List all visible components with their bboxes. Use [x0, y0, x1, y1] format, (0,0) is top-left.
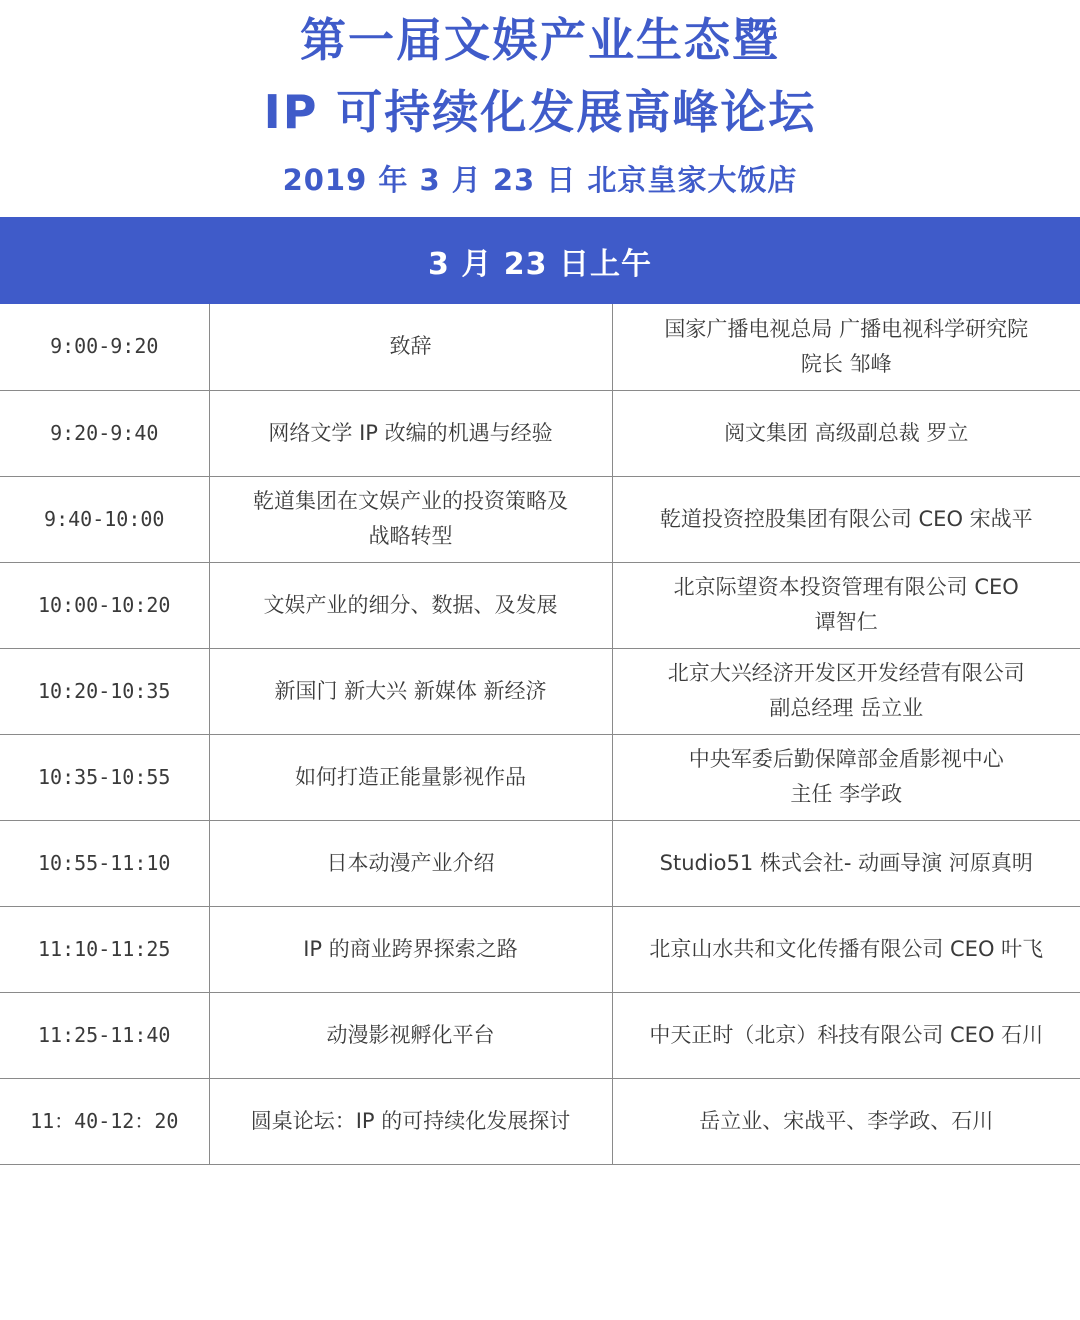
- topic-cell: 动漫影视孵化平台: [209, 992, 612, 1078]
- table-row: [0, 648, 1080, 734]
- topic-cell: 日本动漫产业介绍: [209, 820, 612, 906]
- page-title-line-2: IP 可持续化发展高峰论坛: [263, 85, 817, 139]
- time-cell: 10:00-10:20: [0, 562, 209, 648]
- topic-cell: 网络文学 IP 改编的机遇与经验: [209, 390, 612, 476]
- topic-line: 战略转型: [368, 524, 453, 548]
- speaker-line: 中央军委后勤保障部金盾影视中心: [688, 747, 1004, 771]
- time-cell: 9:00-9:20: [0, 304, 209, 390]
- speaker-line: 中天正时（北京）科技有限公司 CEO 石川: [649, 1022, 1044, 1047]
- session-header: [0, 217, 1080, 304]
- speaker-line: 国家广播电视总局 广播电视科学研究院: [664, 316, 1029, 341]
- topic-line: 乾道集团在文娱产业的投资策略及: [253, 489, 568, 513]
- topic-cell: 新国门 新大兴 新媒体 新经济: [209, 648, 612, 734]
- speaker-line: 谭智仁: [814, 610, 878, 634]
- speaker-line: 阅文集团 高级副总裁 罗立: [724, 420, 969, 445]
- speaker-line: 乾道投资控股集团有限公司 CEO 宋战平: [659, 506, 1033, 531]
- topic-cell: 如何打造正能量影视作品: [209, 734, 612, 820]
- speaker-cell: [612, 820, 1080, 906]
- session-label: 3 月 23 日上午: [428, 246, 652, 282]
- table-row: [0, 906, 1080, 992]
- speaker-line: 院长 邹峰: [800, 351, 892, 376]
- time-cell: 10:55-11:10: [0, 820, 209, 906]
- speaker-cell: [612, 734, 1080, 820]
- time-cell: 11:10-11:25: [0, 906, 209, 992]
- event-date-venue: 2019 年 3 月 23 日 北京皇家大饭店: [282, 163, 798, 197]
- table-row: [0, 476, 1080, 562]
- table-row: [0, 992, 1080, 1078]
- table-row: [0, 1078, 1080, 1164]
- agenda-table: [0, 304, 1080, 1165]
- table-row: [0, 734, 1080, 820]
- time-cell: 11:25-11:40: [0, 992, 209, 1078]
- topic-cell: IP 的商业跨界探索之路: [209, 906, 612, 992]
- time-cell: 9:40-10:00: [0, 476, 209, 562]
- topic-cell: 致辞: [209, 304, 612, 390]
- speaker-line: 北京山水共和文化传播有限公司 CEO 叶飞: [649, 936, 1044, 961]
- speaker-cell: [612, 648, 1080, 734]
- speaker-line: 北京大兴经济开发区开发经营有限公司: [667, 661, 1025, 685]
- speaker-cell: [612, 304, 1080, 390]
- table-row: [0, 390, 1080, 476]
- time-cell: 10:20-10:35: [0, 648, 209, 734]
- time-cell: 11：40-12：20: [0, 1078, 209, 1164]
- speaker-line: 岳立业、宋战平、李学政、石川: [699, 1108, 994, 1133]
- page-title-line-1: 第一届文娱产业生态暨: [300, 13, 780, 67]
- table-row: [0, 562, 1080, 648]
- speaker-line: 主任 李学政: [790, 782, 903, 806]
- speaker-line: 副总经理 岳立业: [769, 696, 924, 720]
- time-cell: 10:35-10:55: [0, 734, 209, 820]
- topic-cell: 文娱产业的细分、数据、及发展: [209, 562, 612, 648]
- speaker-line: Studio51 株式会社- 动画导演 河原真明: [659, 850, 1033, 875]
- speaker-cell: [612, 992, 1080, 1078]
- speaker-cell: [612, 476, 1080, 562]
- speaker-line: 北京际望资本投资管理有限公司 CEO: [673, 575, 1019, 599]
- topic-cell: 圆桌论坛：IP 的可持续化发展探讨: [209, 1078, 612, 1164]
- topic-cell: [209, 476, 612, 562]
- speaker-cell: [612, 562, 1080, 648]
- speaker-cell: [612, 390, 1080, 476]
- table-row: [0, 304, 1080, 390]
- speaker-cell: [612, 1078, 1080, 1164]
- speaker-cell: [612, 906, 1080, 992]
- table-row: [0, 820, 1080, 906]
- time-cell: 9:20-9:40: [0, 390, 209, 476]
